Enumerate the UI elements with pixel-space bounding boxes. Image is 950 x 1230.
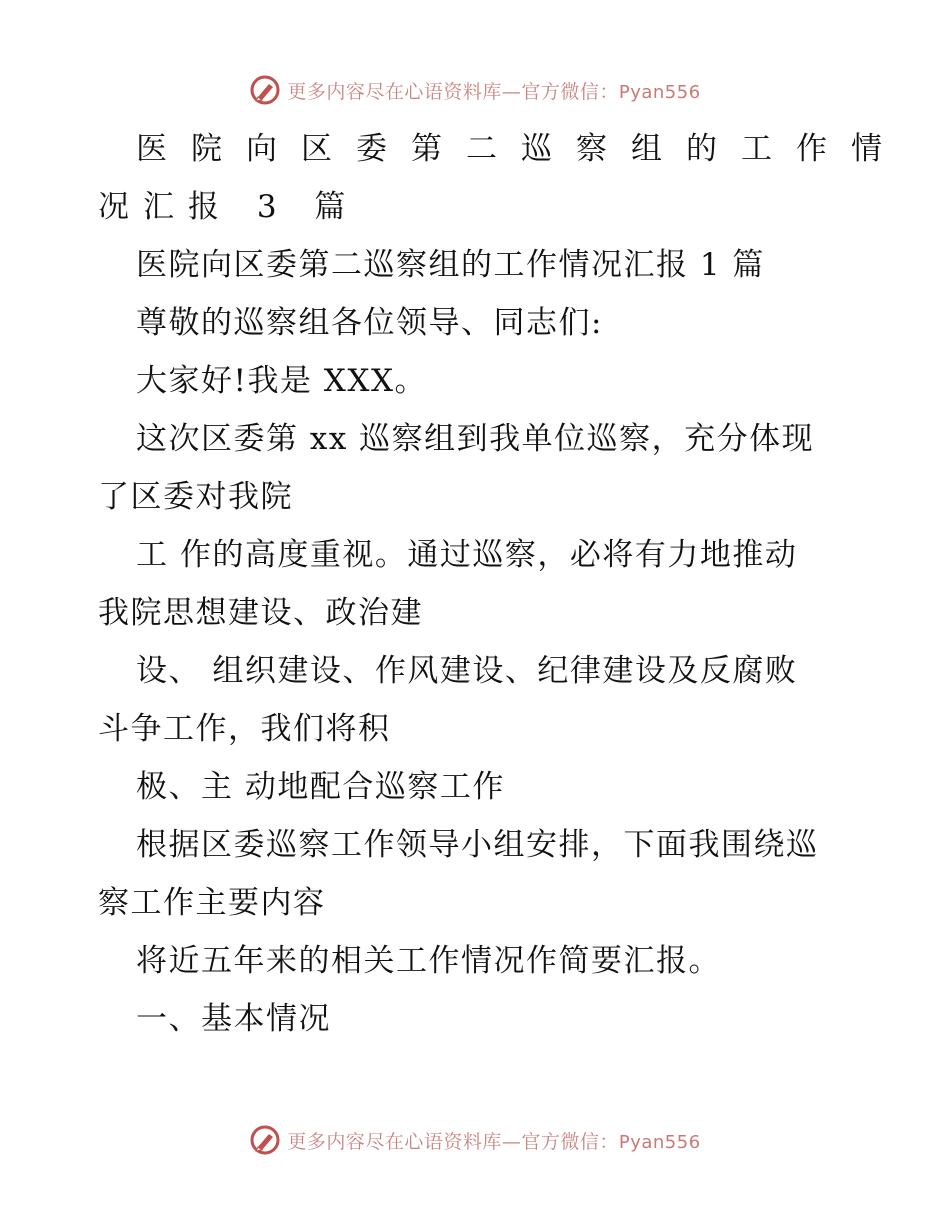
- salutation: 尊敬的巡察组各位领导、同志们:: [136, 305, 603, 341]
- paragraph-3-line-1: 设、 组织建设、作风建设、纪律建设及反腐败: [136, 653, 798, 689]
- document-title-line-1: 医院向区委第二巡察组的工作情: [136, 131, 906, 167]
- document-title-line-2: 况汇报 3 篇: [98, 189, 360, 225]
- section-heading-basic-situation: 一、基本情况: [136, 1001, 331, 1037]
- paragraph-1-line-2: 了区委对我院: [98, 479, 293, 515]
- paragraph-2-line-2: 我院思想建设、政治建: [98, 595, 423, 631]
- paragraph-6-line-1: 将近五年来的相关工作情况作简要汇报。: [136, 943, 721, 979]
- watermark-text: 更多内容尽在心语资料库—官方微信：: [287, 1130, 619, 1153]
- watermark-text: 更多内容尽在心语资料库—官方微信：: [287, 80, 619, 103]
- pen-logo-icon: [249, 1124, 281, 1156]
- paragraph-2-line-1: 工 作的高度重视。通过巡察，必将有力地推动: [136, 537, 798, 573]
- footer-watermark: [0, 1120, 950, 1160]
- paragraph-4-line-1: 极、主 动地配合巡察工作: [136, 769, 505, 805]
- greeting: 大家好!我是 XXX。: [136, 363, 428, 399]
- header-watermark: [0, 70, 950, 110]
- document-body: [98, 120, 906, 1048]
- watermark-wechat-id: Pyan556: [618, 1131, 701, 1153]
- paragraph-5-line-2: 察工作主要内容: [98, 885, 326, 921]
- pen-logo-icon: [249, 74, 281, 106]
- watermark-wechat-id: Pyan556: [618, 81, 701, 103]
- document-subtitle: 医院向区委第二巡察组的工作情况汇报 1 篇: [136, 247, 765, 283]
- paragraph-1-line-1: 这次区委第 xx 巡察组到我单位巡察，充分体现: [136, 421, 815, 457]
- paragraph-5-line-1: 根据区委巡察工作领导小组安排，下面我围绕巡: [136, 827, 819, 863]
- paragraph-3-line-2: 斗争工作，我们将积: [98, 711, 391, 747]
